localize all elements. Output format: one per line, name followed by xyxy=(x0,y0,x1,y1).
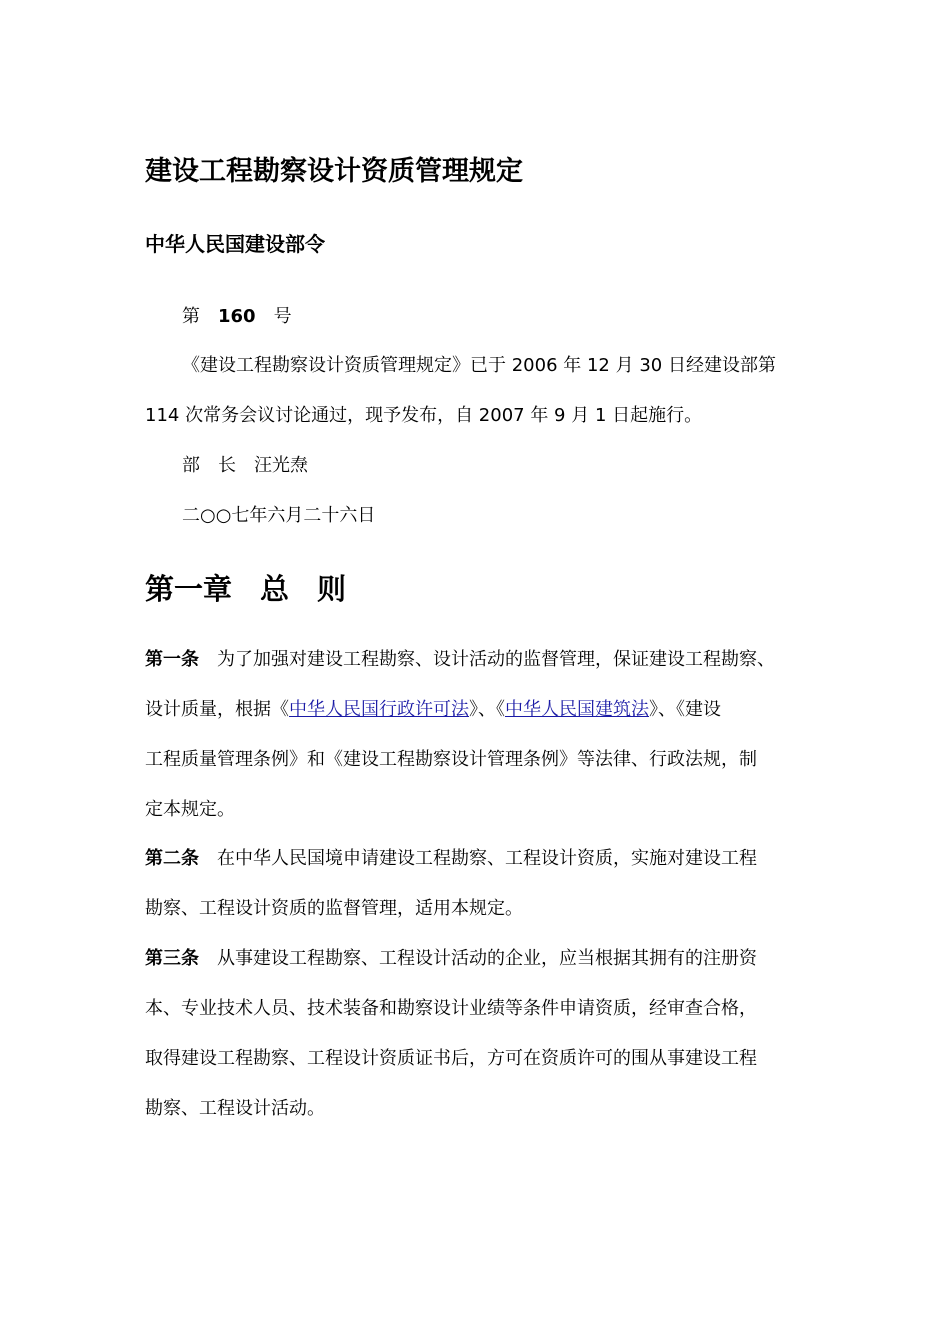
article-3-line-1 xyxy=(145,945,757,973)
order-prefix: 第 xyxy=(182,306,200,327)
article-2-label: 第二条 xyxy=(145,848,199,869)
admin-license-law-link[interactable]: 中华人民国行政许可法 xyxy=(289,699,469,720)
chapter-number: 第一章 xyxy=(145,572,233,606)
construction-law-link[interactable]: 中华人民国建筑法 xyxy=(505,699,649,720)
signature-line xyxy=(182,452,308,480)
signature-title-a: 部 xyxy=(182,455,200,476)
article-1-line-4: 定本规定。 xyxy=(145,799,235,820)
signature-name: 汪光焘 xyxy=(254,455,308,476)
chapter-title-a: 总 xyxy=(260,572,290,606)
order-number xyxy=(182,303,292,331)
article-3-text-1: 从事建设工程勘察、工程设计活动的企业，应当根据其拥有的注册资 xyxy=(217,948,757,969)
date-line: 二○○七年六月二十六日 xyxy=(182,505,376,526)
article-3-line-4: 勘察、工程设计活动。 xyxy=(145,1098,325,1119)
article-1-line-3: 工程质量管理条例》和《建设工程勘察设计管理条例》等法律、行政法规，制 xyxy=(145,749,757,770)
article-1-line-2 xyxy=(145,696,721,724)
article-2-text-1: 在中华人民国境申请建设工程勘察、工程设计资质，实施对建设工程 xyxy=(217,848,757,869)
order-suffix: 号 xyxy=(273,306,292,327)
issuer-heading: 中华人民国建设部令 xyxy=(145,232,325,256)
article-1-text-1: 为了加强对建设工程勘察、设计活动的监督管理，保证建设工程勘察、 xyxy=(217,649,775,670)
intro-line-1: 《建设工程勘察设计资质管理规定》已于 2006 年 12 月 30 日经建设部第 xyxy=(182,355,776,376)
intro-line-2: 114 次常务会议讨论通过，现予发布，自 2007 年 9 月 1 日起施行。 xyxy=(145,405,703,426)
article-1-text-2-pre: 设计质量，根据《 xyxy=(145,699,289,720)
chapter-heading xyxy=(145,568,346,610)
order-number-value: 160 xyxy=(218,306,256,327)
article-3-line-2: 本、专业技术人员、技术装备和勘察设计业绩等条件申请资质，经审查合格， xyxy=(145,998,757,1019)
article-1-line-1 xyxy=(145,646,775,674)
signature-title-b: 长 xyxy=(218,455,236,476)
article-1-text-2-post: 》、《建设 xyxy=(649,699,721,720)
article-1-label: 第一条 xyxy=(145,649,199,670)
article-1-text-2-mid: 》、《 xyxy=(469,699,505,720)
article-3-line-3: 取得建设工程勘察、工程设计资质证书后，方可在资质许可的围从事建设工程 xyxy=(145,1048,757,1069)
article-3-label: 第三条 xyxy=(145,948,199,969)
article-2-line-2: 勘察、工程设计资质的监督管理，适用本规定。 xyxy=(145,898,523,919)
document-title: 建设工程勘察设计资质管理规定 xyxy=(145,156,523,187)
chapter-title-b: 则 xyxy=(317,572,347,606)
article-2-line-1 xyxy=(145,845,757,873)
